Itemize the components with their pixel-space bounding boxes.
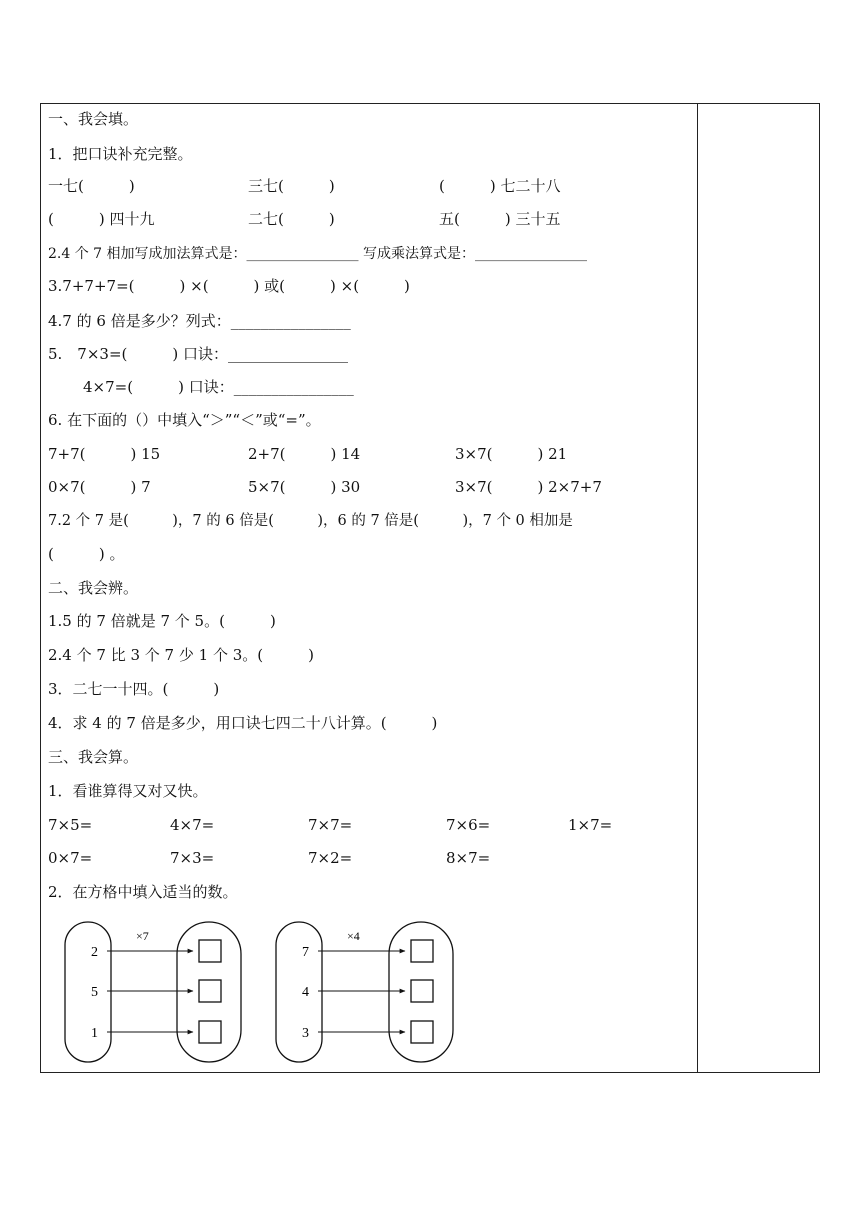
calc-title: 1．看谁算得又对又快。 [48,782,208,800]
left-answer-box-2[interactable] [199,980,221,1002]
right-answer-box-2[interactable] [411,980,433,1002]
left-mapping [65,922,241,1062]
fill-title: 2．在方格中填入适当的数。 [48,883,238,901]
right-input-1: 7 [302,945,309,960]
mapping-diagrams [61,916,481,1066]
right-mapping [276,922,453,1062]
q1-row1-item3: ( ) 七二十八 [439,177,561,195]
left-input-oval [65,922,111,1062]
section1-heading: 一、我会填。 [48,110,139,128]
q6-row2-item3: 3×7( ) 2×7+7 [455,478,602,496]
table-column-divider [697,104,698,1072]
q5-line2: 4×7=( ) 口诀：________________ [83,378,354,396]
left-input-2: 5 [91,985,98,1000]
calc-row1-item2: 4×7= [170,816,215,834]
q6-row2-item2: 5×7( ) 30 [248,478,361,496]
q1-row1-item2: 三七( ) [248,177,335,195]
right-input-2: 4 [302,985,309,1000]
q3-text: 3.7+7+7=( ) ×( ) 或( ) ×( ) [48,277,410,295]
calc-row1-item1: 7×5= [48,816,93,834]
q6-row1-item1: 7+7( ) 15 [48,445,161,463]
calc-row2-item2: 7×3= [170,849,215,867]
left-answer-box-1[interactable] [199,940,221,962]
judge-item-1: 1.5 的 7 倍就是 7 个 5。( ) [48,612,276,630]
right-input-oval [276,922,322,1062]
right-answer-box-3[interactable] [411,1021,433,1043]
calc-row2-item4: 8×7= [446,849,491,867]
right-operator: ×4 [347,929,360,943]
section2-heading: 二、我会辨。 [48,579,139,597]
calc-row2-item1: 0×7= [48,849,93,867]
judge-item-4: 4．求 4 的 7 倍是多少，用口诀七四二十八计算。( ) [48,714,438,732]
judge-item-2: 2.4 个 7 比 3 个 7 少 1 个 3。( ) [48,646,314,664]
left-answer-box-3[interactable] [199,1021,221,1043]
q1-row2-item1: ( ) 四十九 [48,210,155,228]
section3-heading: 三、我会算。 [48,748,139,766]
q2-text: 2.4 个 7 相加写成加法算式是：________________ 写成乘法算式是：________________ [48,246,587,262]
judge-item-3: 3．二七一十四。( ) [48,680,220,698]
q1-title: 1．把口诀补充完整。 [48,145,193,163]
calc-row2-item3: 7×2= [308,849,353,867]
right-input-3: 3 [302,1026,309,1041]
calc-row1-item3: 7×7= [308,816,353,834]
q7-line1: 7.2 个 7 是( )，7 的 6 倍是( )，6 的 7 倍是( )，7 个 0 相加是 [48,513,573,529]
q6-row1-item3: 3×7( ) 21 [455,445,568,463]
q1-row1-item1: 一七( ) [48,177,135,195]
left-operator: ×7 [136,929,149,943]
left-input-3: 1 [91,1026,98,1041]
q5-line1: 5. 7×3=( ) 口诀：________________ [48,345,349,363]
q1-row2-item2: 二七( ) [248,210,335,228]
calc-row1-item4: 7×6= [446,816,491,834]
calc-row1-item5: 1×7= [568,816,613,834]
q6-row2-item1: 0×7( ) 7 [48,478,151,496]
right-answer-box-1[interactable] [411,940,433,962]
worksheet-table [40,103,820,1073]
q1-row2-item3: 五( ) 三十五 [439,210,561,228]
q6-title: 6. 在下面的（）中填入“＞”“＜”或“=”。 [48,411,321,429]
q7-line2: ( ) 。 [48,545,125,563]
q6-row1-item2: 2+7( ) 14 [248,445,361,463]
left-input-1: 2 [91,945,98,960]
q4-text: 4.7 的 6 倍是多少？列式：________________ [48,312,351,330]
